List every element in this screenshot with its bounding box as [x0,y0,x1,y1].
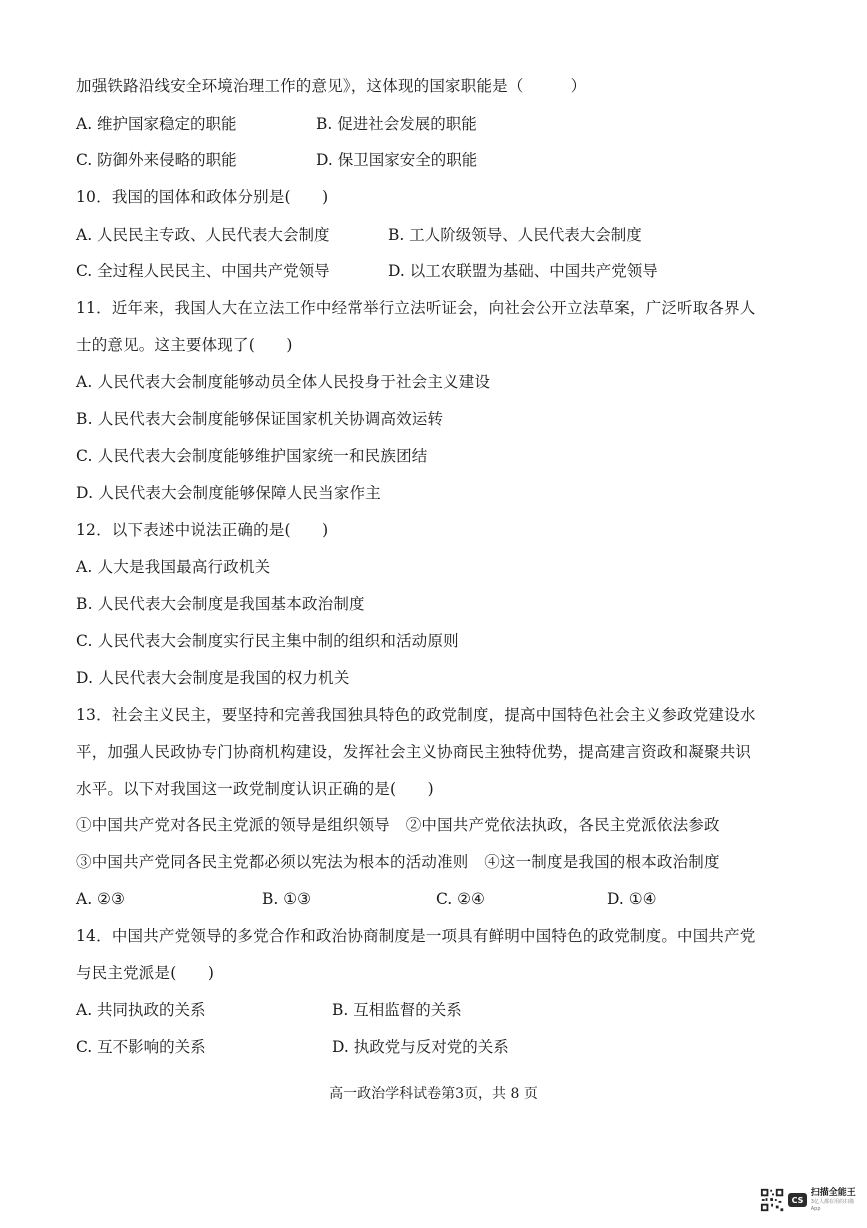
q9-option-a: A. 维护国家稳定的职能 [76,115,237,133]
q13-statements-line1: ①中国共产党对各民主党派的领导是组织领导 ②中国共产党依法执政，各民主党派依法参政 [76,816,720,834]
q10-option-c: C. 全过程人民民主、中国共产党领导 [76,262,330,280]
q13-stem-line3: 水平。以下对我国这一政党制度认识正确的是( ) [76,780,434,798]
q10-option-a: A. 人民民主专政、人民代表大会制度 [76,226,330,244]
q14-option-c: C. 互不影响的关系 [76,1038,206,1056]
q13-option-c: C. ②④ [436,890,485,908]
q10-option-d: D. 以工农联盟为基础、中国共产党领导 [388,262,658,280]
qr-code-icon [760,1187,784,1213]
scanner-watermark [760,1180,860,1220]
q13-stem-line1: 13．社会主义民主，要坚持和完善我国独具特色的政党制度，提高中国特色社会主义参政党建设水 [76,706,756,724]
q14-option-d: D. 执政党与反对党的关系 [332,1038,509,1056]
q14-stem-line1: 14．中国共产党领导的多党合作和政治协商制度是一项具有鲜明中国特色的政党制度。中国共产党 [76,927,756,945]
q14-option-a: A. 共同执政的关系 [76,1001,206,1019]
q13-stem-line2: 平，加强人民政协专门协商机构建设，发挥社会主义协商民主独特优势，提高建言资政和凝聚共识 [76,743,752,761]
q13-statements-line2: ③中国共产党同各民主党都必须以宪法为根本的活动准则 ④这一制度是我国的根本政治制度 [76,853,720,871]
page-footer: 高一政治学科试卷第3页，共 8 页 [329,1086,538,1102]
q11-option-d: D. 人民代表大会制度能够保障人民当家作主 [76,484,381,502]
watermark-text [811,1188,860,1213]
q12-option-a: A. 人大是我国最高行政机关 [76,558,271,576]
q11-option-b: B. 人民代表大会制度能够保证国家机关协调高效运转 [76,410,444,428]
q11-option-c: C. 人民代表大会制度能够维护国家统一和民族团结 [76,447,428,465]
q13-option-d: D. ①④ [607,890,657,908]
q12-option-d: D. 人民代表大会制度是我国的权力机关 [76,669,350,687]
q10-option-b: B. 工人阶级领导、人民代表大会制度 [388,226,642,244]
q11-option-a: A. 人民代表大会制度能够动员全体人民投身于社会主义建设 [76,373,491,391]
watermark-brand: 扫描全能王 [810,1187,856,1198]
q11-stem-line1: 11．近年来，我国人大在立法工作中经常举行立法听证会，向社会公开立法草案，广泛听取各界人 [76,299,756,317]
q13-option-a: A. ②③ [76,890,125,908]
q9-option-b: B. 促进社会发展的职能 [316,115,477,133]
q12-option-c: C. 人民代表大会制度实行民主集中制的组织和活动原则 [76,632,459,650]
q10-stem: 10．我国的国体和政体分别是( ) [76,188,329,206]
q14-stem-line2: 与民主党派是( ) [76,964,215,982]
q14-option-b: B. 互相监督的关系 [332,1001,462,1019]
q9-option-d: D. 保卫国家安全的职能 [316,151,478,169]
cs-logo-icon: CS [788,1193,807,1207]
q9-option-c: C. 防御外来侵略的职能 [76,151,237,169]
q12-option-b: B. 人民代表大会制度是我国基本政治制度 [76,595,365,613]
q11-stem-line2: 士的意见。这主要体现了( ) [76,336,293,354]
q12-stem: 12．以下表述中说法正确的是( ) [76,521,329,539]
q9-stem-tail: 加强铁路沿线安全环境治理工作的意见》，这体现的国家职能是（ ） [76,77,587,95]
watermark-subtitle: 3亿人都在用的扫描App [810,1198,854,1212]
q13-option-b: B. ①③ [262,890,312,908]
